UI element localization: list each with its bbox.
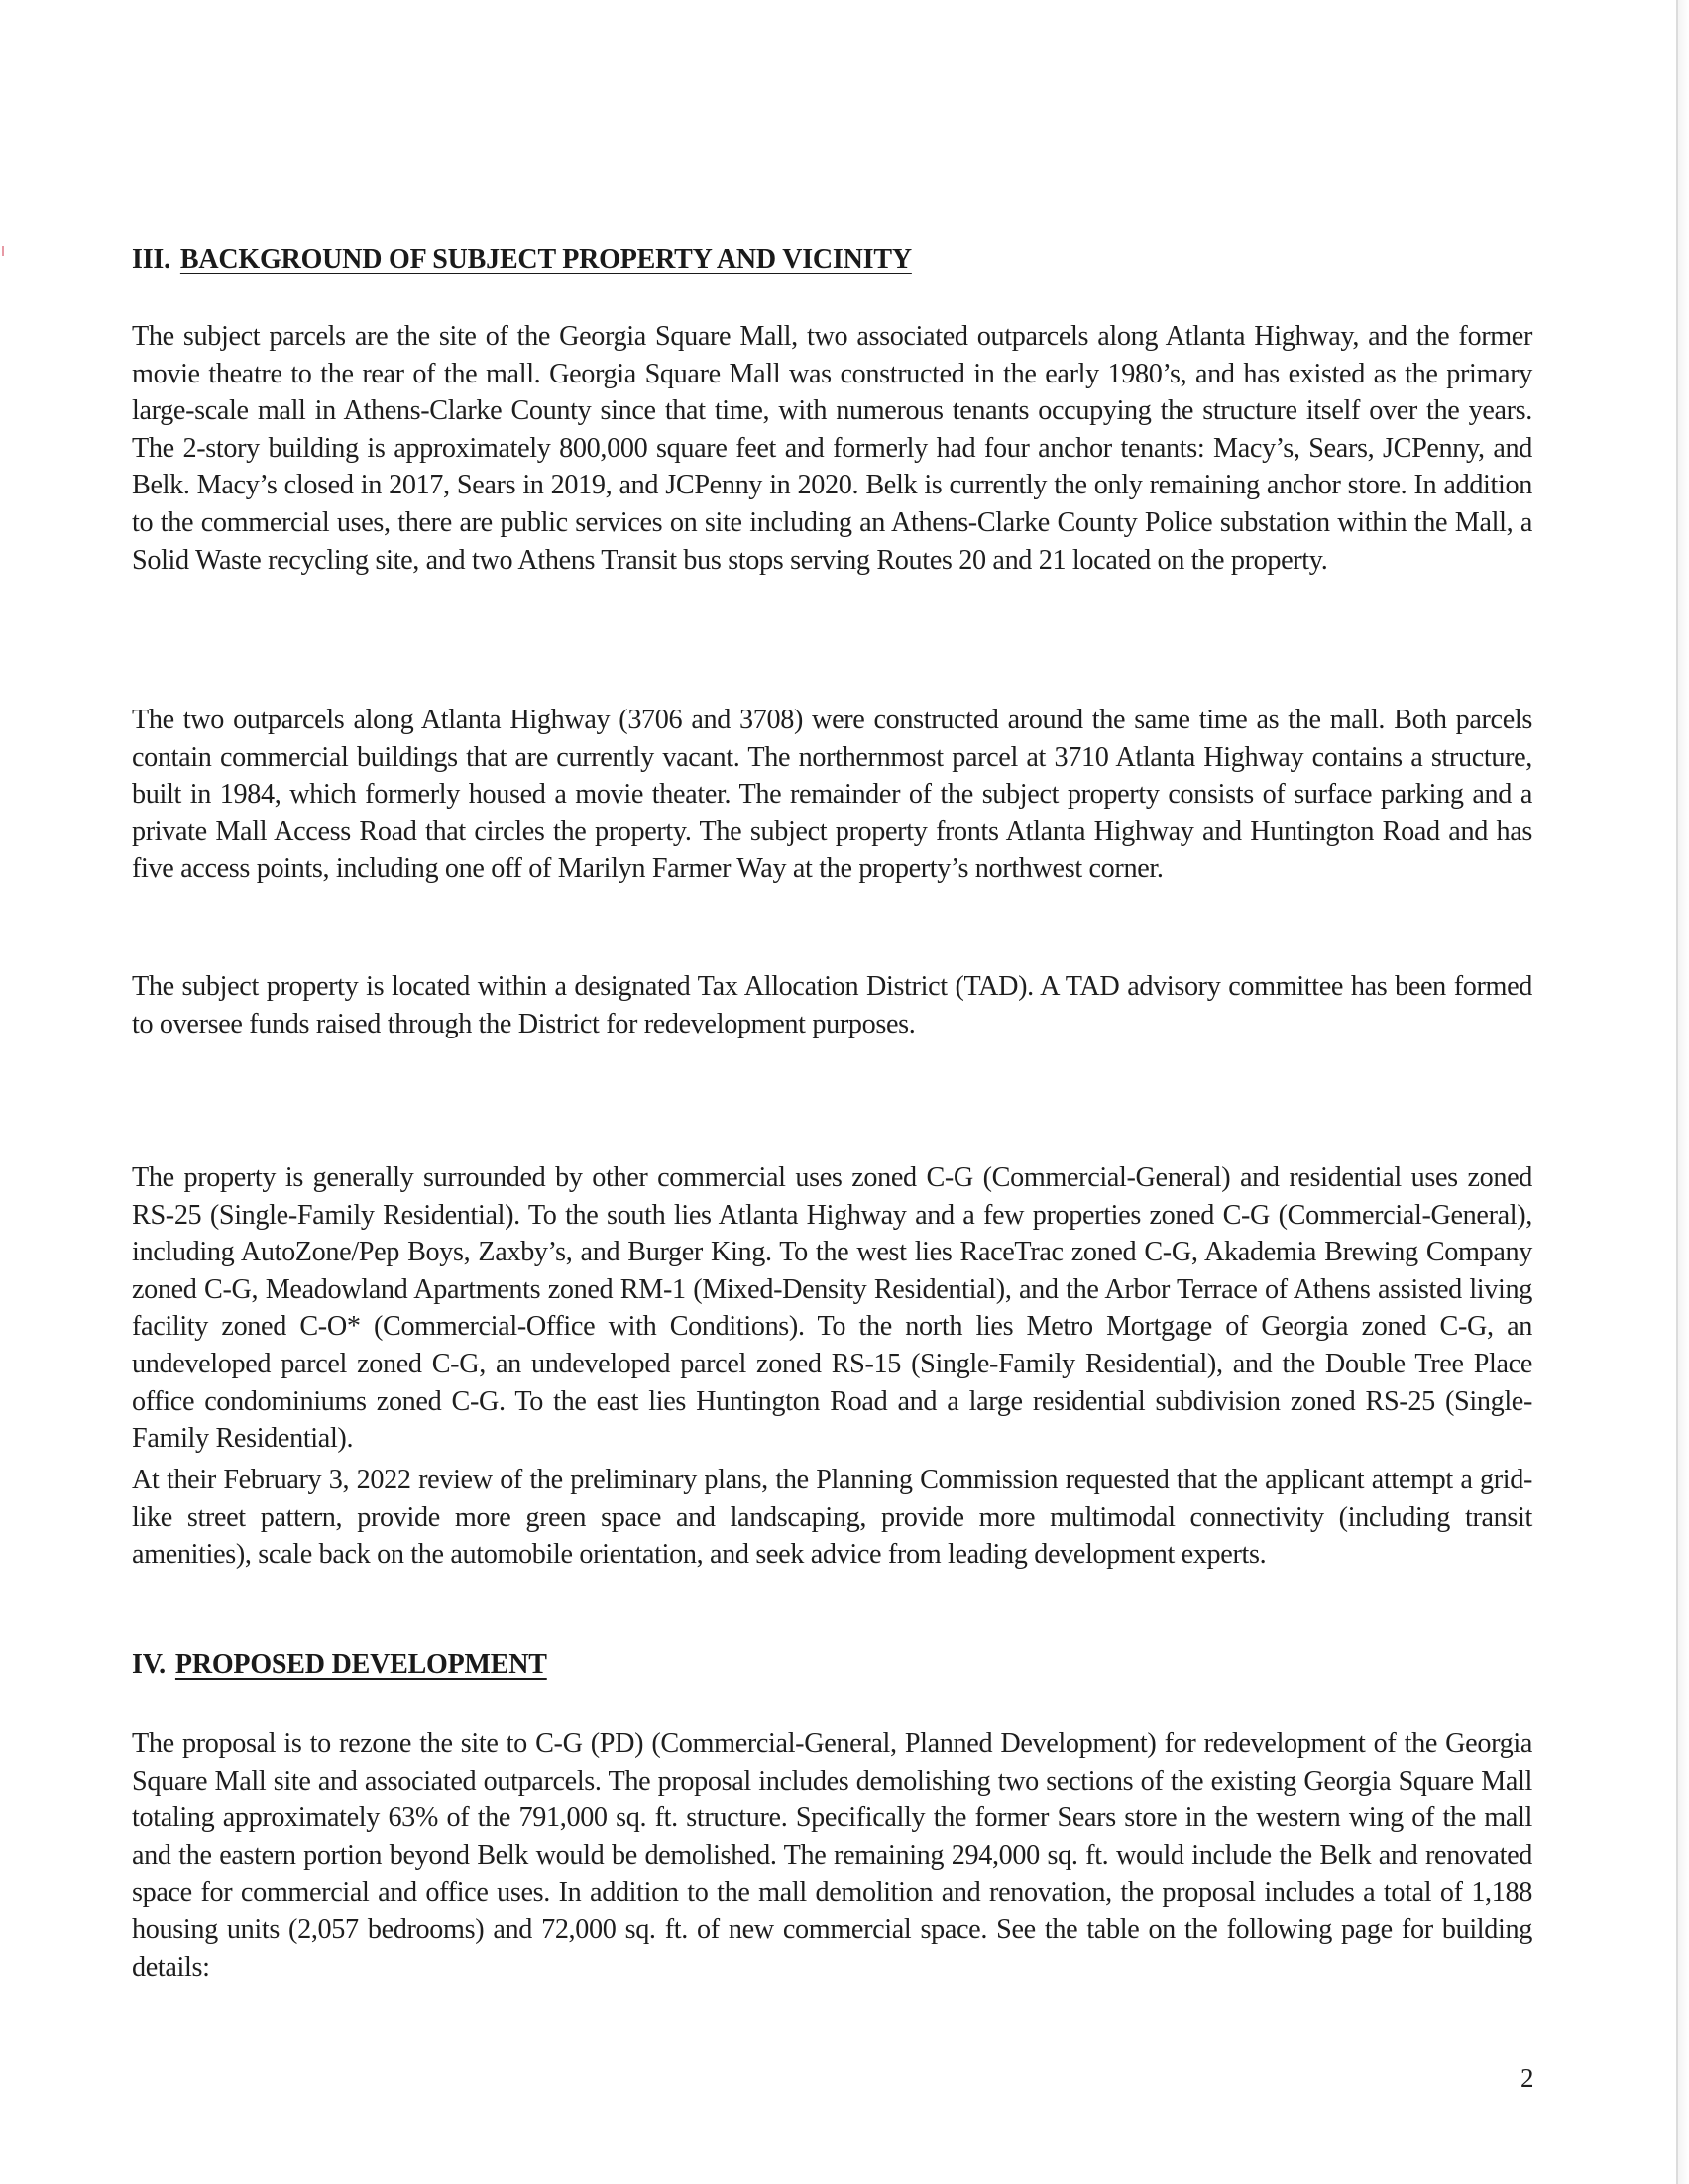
section-title: BACKGROUND OF SUBJECT PROPERTY AND VICINITY xyxy=(179,244,912,274)
paragraph-planning-commission-review: At their February 3, 2022 review of the preliminary plans, the Planning Commission requested that the applicant attempt a grid-like street pattern, provide more green space and landscaping, provide more multimodal connectivity (including transit amenities), scale back on the automobile orientation, and seek advice from leading development experts. xyxy=(132,1465,1532,1571)
section-heading-proposed-development xyxy=(132,1649,547,1681)
section-number: IV. xyxy=(132,1649,166,1680)
paragraph-outparcels: The two outparcels along Atlanta Highway (3706 and 3708) were constructed around the same time as the mall. Both parcels contain commercial buildings that are currently vacant. The northernmost parcel at 3710 Atlanta Highway contains a structure, built in 1984, which formerly housed a movie theater. The remainder of the subject property consists of surface parking and a private Mall Access Road that circles the property. The subject property fronts Atlanta Highway and Huntington Road and has five access points, including one off of Marilyn Farmer Way at the property’s northwest corner. xyxy=(132,705,1532,885)
page-edge-shadow xyxy=(1678,0,1689,2184)
scan-artifact-mark xyxy=(2,246,4,256)
section-number: III. xyxy=(132,244,170,274)
paragraph-tax-allocation-district: The subject property is located within a designated Tax Allocation District (TAD). A TAD advisory committee has been formed to oversee funds raised through the District for redevelopment purposes. xyxy=(132,971,1532,1039)
paragraph-surrounding-zoning: The property is generally surrounded by other commercial uses zoned C-G (Commercial-General) and residential uses zoned RS-25 (Single-Family Residential). To the south lies Atlanta Highway and a few properties zoned C-G (Commercial-General), including AutoZone/Pep Boys, Zaxby’s, and Burger King. To the west lies RaceTrac zoned C-G, Akademia Brewing Company zoned C-G, Meadowland Apartments zoned RM-1 (Mixed-Density Residential), and the Arbor Terrace of Athens assisted living facility zoned C-O* (Commercial-Office with Conditions). To the north lies Metro Mortgage of Georgia zoned C-G, an undeveloped parcel zoned C-G, an undeveloped parcel zoned RS-15 (Single-Family Residential), and the Double Tree Place office condominiums zoned C-G. To the east lies Huntington Road and a large residential subdivision zoned RS-25 (Single-Family Residential). xyxy=(132,1162,1532,1455)
section-title: PROPOSED DEVELOPMENT xyxy=(174,1649,547,1680)
paragraph-proposal-summary: The proposal is to rezone the site to C-G (PD) (Commercial-General, Planned Development) for redevelopment of the Georgia Square Mall site and associated outparcels. The proposal includes demolishing two sections of the existing Georgia Square Mall totaling approximately 63% of the 791,000 sq. ft. structure. Specifically the former Sears store in the western wing of the mall and the eastern portion beyond Belk would be demolished. The remaining 294,000 sq. ft. would include the Belk and renovated space for commercial and office uses. In addition to the mall demolition and renovation, the proposal includes a total of 1,188 housing units (2,057 bedrooms) and 72,000 sq. ft. of new commercial space. See the table on the following page for building details: xyxy=(132,1728,1532,1983)
section-heading-background xyxy=(132,244,912,275)
paragraph-site-description: The subject parcels are the site of the Georgia Square Mall, two associated outparcels along Atlanta Highway, and the former movie theatre to the rear of the mall. Georgia Square Mall was constructed in the early 1980’s, and has existed as the primary large-scale mall in Athens-Clarke County since that time, with numerous tenants occupying the structure itself over the years. The 2-story building is approximately 800,000 square feet and formerly had four anchor tenants: Macy’s, Sears, JCPenny, and Belk. Macy’s closed in 2017, Sears in 2019, and JCPenny in 2020. Belk is currently the only remaining anchor store. In addition to the commercial uses, there are public services on site including an Athens-Clarke County Police substation within the Mall, a Solid Waste recycling site, and two Athens Transit bus stops serving Routes 20 and 21 located on the property. xyxy=(132,321,1532,576)
page-number: 2 xyxy=(1520,2063,1534,2093)
